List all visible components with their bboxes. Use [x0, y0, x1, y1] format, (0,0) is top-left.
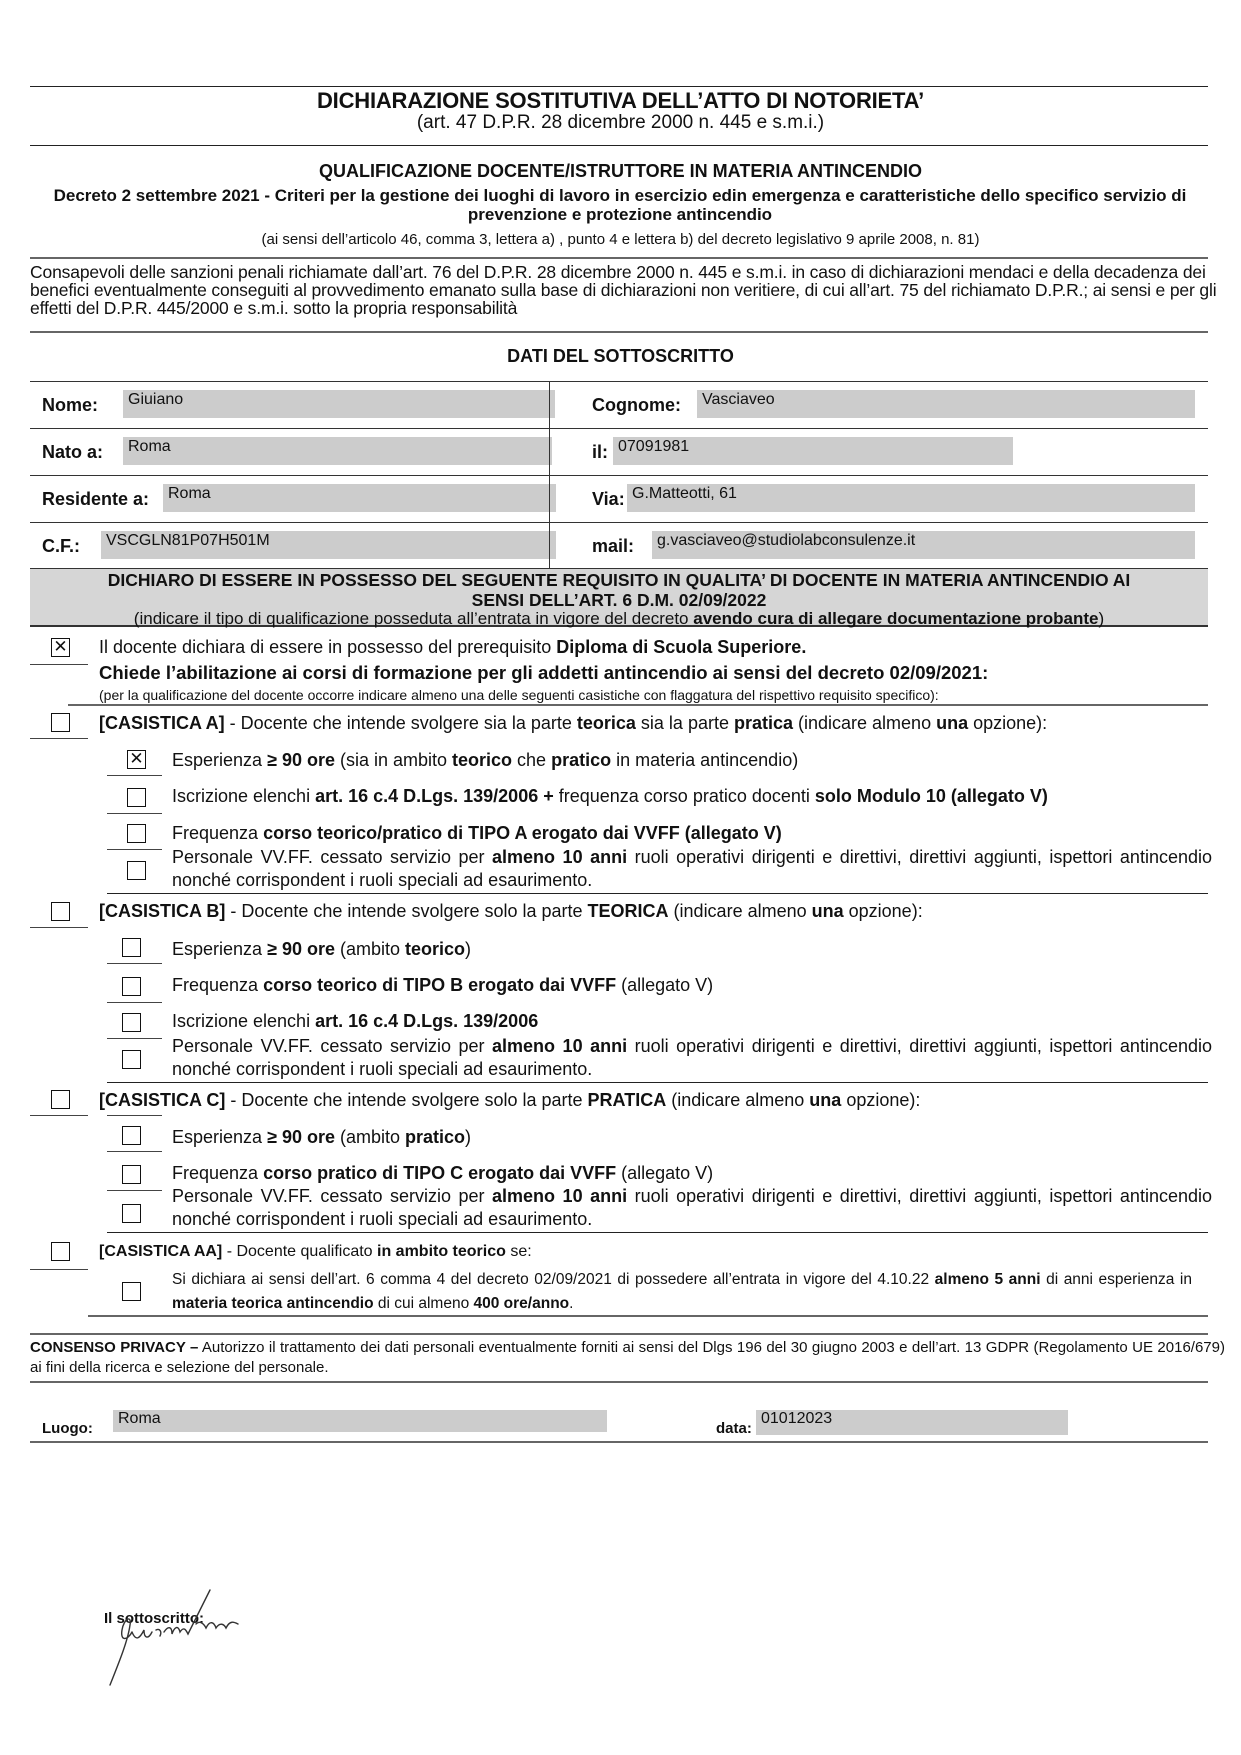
luogo-label: Luogo:	[42, 1420, 93, 1437]
prerequisite-checkbox[interactable]: ✕	[51, 638, 70, 657]
luogo-field[interactable]: Roma	[113, 1410, 607, 1432]
checkbox-underline	[30, 927, 88, 928]
personal-data-table	[30, 381, 1208, 569]
cf-label: C.F.:	[42, 536, 80, 556]
email-field[interactable]: g.vasciaveo@studiolabconsulenze.it	[652, 531, 1195, 559]
casistica-c-option-1: Esperienza ≥ 90 ore (ambito pratico)	[172, 1127, 472, 1147]
casistica-c-option-3-checkbox[interactable]	[122, 1204, 141, 1223]
row-birth	[30, 428, 1208, 475]
footer-rule	[30, 1441, 1208, 1443]
checkbox-underline	[107, 1115, 162, 1116]
codice-fiscale-field[interactable]: VSCGLN81P07H501M	[101, 531, 556, 559]
intro-top-rule	[30, 257, 1208, 259]
checkbox-underline	[107, 775, 162, 776]
request-text: Chiede l’abilitazione ai corsi di formazione per gli addetti antincendio ai sensi del decreto 02/09/2021:	[99, 662, 989, 683]
casistica-c-rule	[107, 1232, 1208, 1233]
signature-icon	[100, 1580, 280, 1690]
cognome-field[interactable]: Vasciaveo	[697, 390, 1195, 418]
declaration-note: (indicare il tipo di qualificazione posseduta all’entrata in vigore del decreto avendo cura di allegare documentazione probante)	[133, 609, 1105, 628]
privacy-consent: CONSENSO PRIVACY – Autorizzo il trattamento dei dati personali eventualmente forniti ai sensi del Dlgs 196 del 30 giugno 2003 e dell’art. 13 GDPR (Regolamento UE 2016/679) ai fini della ricerca e selezione del personale.	[30, 1339, 1225, 1376]
casistica-c-title: [CASISTICA C] - Docente che intende svolgere solo la parte PRATICA (indicare almeno una opzione):	[99, 1090, 921, 1110]
checkbox-underline	[107, 963, 162, 964]
casistica-a-option-3-checkbox[interactable]	[127, 824, 146, 843]
row-cf-mail	[30, 522, 1208, 569]
casistica-b-option-2-checkbox[interactable]	[122, 977, 141, 996]
casistica-c-option-2: Frequenza corso pratico di TIPO C erogato dai VVFF (allegato V)	[172, 1163, 714, 1183]
legal-reference: (ai sensi dell’articolo 46, comma 3, lettera a) , punto 4 e lettera b) del decreto legislativo 9 aprile 2008, n. 81)	[261, 231, 980, 248]
data-label: data:	[716, 1420, 752, 1437]
checkbox-underline	[107, 1038, 162, 1039]
casistica-b-option-1-checkbox[interactable]	[122, 938, 141, 957]
casistica-aa-title: [CASISTICA AA] - Docente qualificato in ambito teorico se:	[99, 1243, 532, 1260]
casistica-b-option-1: Esperienza ≥ 90 ore (ambito teorico)	[172, 939, 472, 959]
header-rule	[30, 145, 1208, 146]
declaration-heading-line2: SENSI DELL’ART. 6 D.M. 02/09/2022	[471, 590, 767, 610]
checkbox-underline	[30, 664, 88, 665]
residente-a-label: Residente a:	[42, 489, 150, 509]
casistica-a-option-3: Frequenza corso teorico/pratico di TIPO A erogato dai VVFF (allegato V)	[172, 823, 782, 843]
privacy-top-rule	[30, 1333, 1208, 1335]
casistica-aa-option: Si dichiara ai sensi dell’art. 6 comma 4 del decreto 02/09/2021 di possedere all’entrata in vigore del 4.10.22 almeno 5 anni di anni esperienza in materia teorica antincendio di cui almeno 400 ore/anno.	[172, 1271, 1192, 1312]
casistica-b-option-2: Frequenza corso teorico di TIPO B erogato dai VVFF (allegato V)	[172, 975, 714, 995]
checkbox-underline	[107, 1190, 162, 1191]
casistica-a-rule	[107, 893, 1208, 894]
intro-bottom-rule	[30, 331, 1208, 333]
nome-label: Nome:	[42, 395, 99, 415]
checkbox-underline	[30, 1115, 88, 1116]
checkbox-underline	[30, 738, 88, 739]
via-field[interactable]: G.Matteotti, 61	[627, 484, 1195, 512]
row-name	[30, 381, 1208, 428]
checkbox-underline	[107, 1151, 162, 1152]
declaration-heading-line1: DICHIARO DI ESSERE IN POSSESSO DEL SEGUENTE REQUISITO IN QUALITA’ DI DOCENTE IN MATERIA ANTINCENDIO AI	[107, 570, 1131, 590]
casistica-b-rule	[107, 1082, 1208, 1083]
casistica-b-title: [CASISTICA B] - Docente che intende svolgere solo la parte TEORICA (indicare almeno una opzione):	[99, 901, 923, 921]
signature-label: Il sottoscritto:	[104, 1610, 204, 1627]
intro-paragraph: Consapevoli delle sanzioni penali richiamate dall’art. 76 del D.P.R. 28 dicembre 2000 n. 445 e s.m.i. in caso di dichiarazioni mendaci e della decadenza dei benefici eventualmente conseguiti al provvedimento emanato sulla base di dichiarazioni non veritiere, di cui all’art. 75 del richiamato D.P.R.; ai sensi e per gli effetti del D.P.R. 445/2000 e s.m.i. sotto la propria responsabilità	[30, 262, 1217, 318]
casistica-b-checkbox[interactable]	[51, 902, 70, 921]
casistica-c-checkbox[interactable]	[51, 1090, 70, 1109]
casistica-a-option-2-checkbox[interactable]	[127, 788, 146, 807]
casistica-c-option-3: Personale VV.FF. cessato servizio per almeno 10 anni ruoli operativi dirigenti e direttivi, direttivi aggiunti, ispettori antincendio nonché corrispondent i ruoli speciali ad esaurimento.	[172, 1186, 1212, 1229]
residente-a-field[interactable]: Roma	[163, 484, 556, 512]
nato-a-field[interactable]: Roma	[123, 437, 552, 465]
casistica-aa-checkbox[interactable]	[51, 1242, 70, 1261]
casistica-b-option-4: Personale VV.FF. cessato servizio per almeno 10 anni ruoli operativi dirigenti e direttivi, direttivi aggiunti, ispettori antincendio nonché corrispondent i ruoli speciali ad esaurimento.	[172, 1036, 1212, 1079]
row-residence	[30, 475, 1208, 522]
nome-field[interactable]: Giuiano	[123, 390, 555, 418]
date-field[interactable]: 01012023	[756, 1410, 1068, 1435]
casistica-c-option-1-checkbox[interactable]	[122, 1126, 141, 1145]
checkbox-underline	[107, 1002, 162, 1003]
checkbox-underline	[107, 849, 162, 850]
casistica-a-checkbox[interactable]	[51, 713, 70, 732]
top-rule	[30, 86, 1208, 87]
declaration-heading-box	[30, 569, 1208, 627]
checkbox-underline	[107, 813, 162, 814]
casistica-b-option-3: Iscrizione elenchi art. 16 c.4 D.Lgs. 139/2006	[172, 1011, 539, 1031]
document-title: DICHIARAZIONE SOSTITUTIVA DELL’ATTO DI NOTORIETA’	[316, 88, 925, 113]
prerequisite-text: Il docente dichiara di essere in possesso del prerequisito Diploma di Scuola Superiore.	[99, 637, 807, 657]
casistica-b-option-3-checkbox[interactable]	[122, 1013, 141, 1032]
request-note: (per la qualificazione del docente occorre indicare almeno una delle seguenti casistiche con flaggatura del rispettivo requisito specifico):	[99, 687, 939, 703]
casistica-aa-option-checkbox[interactable]	[122, 1282, 141, 1301]
casistica-a-option-1-checkbox[interactable]: ✕	[127, 750, 146, 769]
casistica-a-option-4-checkbox[interactable]	[127, 861, 146, 880]
decree-title: Decreto 2 settembre 2021 - Criteri per la gestione dei luoghi di lavoro in esercizio edin emergenza e caratteristiche dello specifico servizio di prevenzione e protezione antincendio	[53, 186, 1187, 224]
section-title-personal-data: DATI DEL SOTTOSCRITTO	[507, 346, 734, 366]
document-subtitle: (art. 47 D.P.R. 28 dicembre 2000 n. 445 e s.m.i.)	[416, 112, 825, 133]
privacy-bottom-rule	[30, 1381, 1208, 1383]
casistica-a-title: [CASISTICA A] - Docente che intende svolgere sia la parte teorica sia la parte pratica (indicare almeno una opzione):	[99, 713, 1048, 733]
birth-date-field[interactable]: 07091981	[613, 437, 1013, 465]
qualification-title: QUALIFICAZIONE DOCENTE/ISTRUTTORE IN MATERIA ANTINCENDIO	[319, 161, 922, 181]
casistica-a-option-2: Iscrizione elenchi art. 16 c.4 D.Lgs. 139/2006 + frequenza corso pratico docenti solo Modulo 10 (allegato V)	[172, 786, 1048, 806]
nato-a-label: Nato a:	[42, 442, 104, 462]
cognome-label: Cognome:	[592, 395, 681, 415]
mail-label: mail:	[592, 536, 635, 556]
signature-image	[100, 1580, 280, 1690]
checkbox-underline	[30, 1269, 88, 1270]
request-rule	[68, 704, 1208, 706]
casistica-b-option-4-checkbox[interactable]	[122, 1050, 141, 1069]
il-label: il:	[592, 442, 608, 462]
via-label: Via:	[592, 489, 625, 509]
table-column-divider	[549, 381, 550, 569]
casistica-c-option-2-checkbox[interactable]	[122, 1165, 141, 1184]
casistica-a-option-4: Personale VV.FF. cessato servizio per almeno 10 anni ruoli operativi dirigenti e direttivi, direttivi aggiunti, ispettori antincendio nonché corrispondent i ruoli speciali ad esaurimento.	[172, 847, 1212, 890]
casistica-a-option-1: Esperienza ≥ 90 ore (sia in ambito teorico che pratico in materia antincendio)	[172, 750, 799, 770]
casistica-aa-rule	[88, 1315, 1208, 1317]
